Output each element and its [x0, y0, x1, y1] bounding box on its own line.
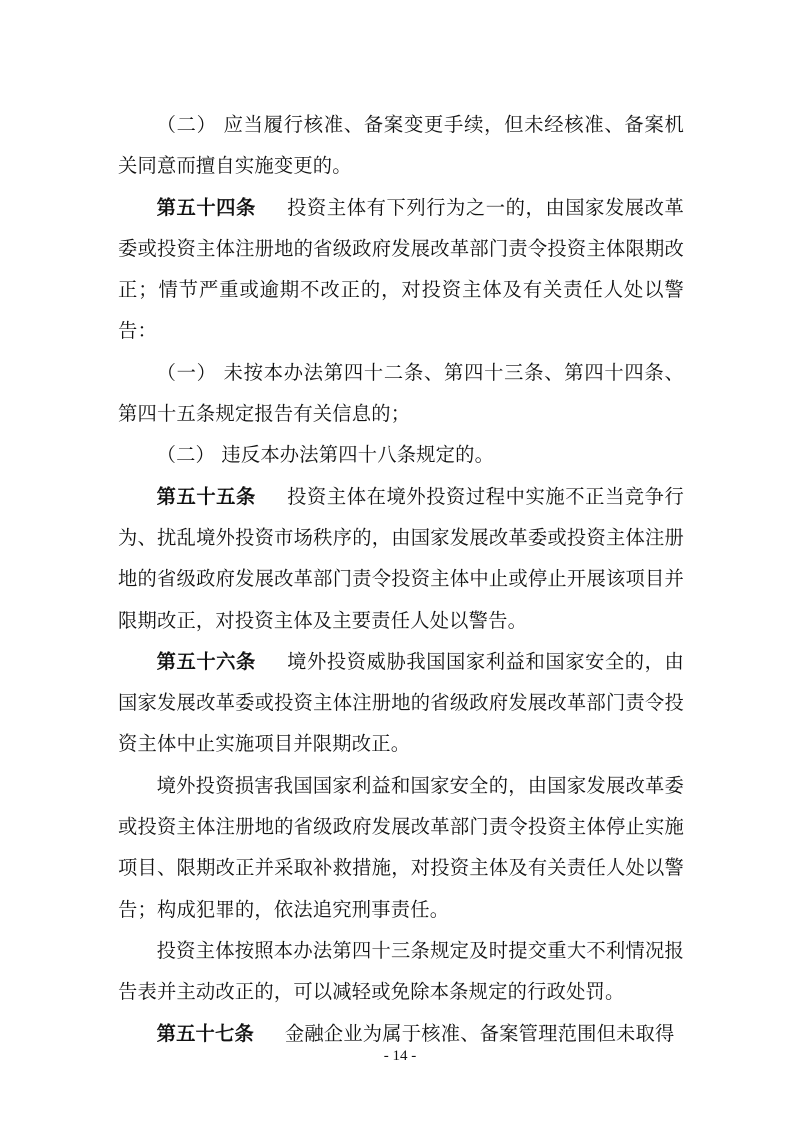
paragraph: [118, 930, 684, 1013]
article-54: [118, 187, 684, 352]
paragraph: [118, 434, 684, 475]
paragraph: [118, 352, 684, 435]
article-56: [118, 641, 684, 765]
paragraph-text: （一） 未按本办法第四十二条、第四十三条、第四十四条、第四十五条规定报告有关信息的；: [118, 360, 684, 426]
document-body: [118, 104, 684, 1054]
paragraph-text: （二） 应当履行核准、备案变更手续，但未经核准、备案机关同意而擅自实施变更的。: [118, 113, 684, 178]
article-number: 第五十六条: [156, 649, 256, 673]
page-number: - 14 -: [383, 1048, 417, 1064]
article-55: [118, 476, 684, 641]
paragraph: [118, 104, 684, 187]
paragraph-text: （二） 违反本办法第四十八条规定的。: [156, 443, 495, 467]
paragraph-text: 投资主体按照本办法第四十三条规定及时提交重大不利情况报告表并主动改正的，可以减轻或免除本条规定的行政处罚。: [118, 938, 684, 1004]
article-number: 第五十五条: [156, 484, 256, 508]
article-number: 第五十七条: [156, 1021, 254, 1045]
paragraph-text: 投资主体在境外投资过程中实施不正当竞争行为、扰乱境外投资市场秩序的，由国家发展改革委或投资主体注册地的省级政府发展改革部门责令投资主体中止或停止开展该项目并限期改正，对投资主体及主要责任人处以警告。: [118, 484, 685, 632]
paragraph-text: 投资主体有下列行为之一的，由国家发展改革委或投资主体注册地的省级政府发展改革部门责令投资主体限期改正；情节严重或逾期不改正的，对投资主体及有关责任人处以警告：: [118, 195, 685, 343]
paragraph: [118, 765, 684, 930]
paragraph-text: 境外投资威胁我国国家利益和国家安全的，由国家发展改革委或投资主体注册地的省级政府发展改革部门责令投资主体中止实施项目并限期改正。: [118, 649, 685, 756]
paragraph-text: 境外投资损害我国国家利益和国家安全的，由国家发展改革委或投资主体注册地的省级政府发展改革部门责令投资主体停止实施项目、限期改正并采取补救措施，对投资主体及有关责任人处以警告；构成犯罪的，依法追究刑事责任。: [118, 773, 684, 921]
article-number: 第五十四条: [156, 195, 256, 219]
paragraph-text: 金融企业为属于核准、备案管理范围但未取得: [284, 1021, 675, 1045]
